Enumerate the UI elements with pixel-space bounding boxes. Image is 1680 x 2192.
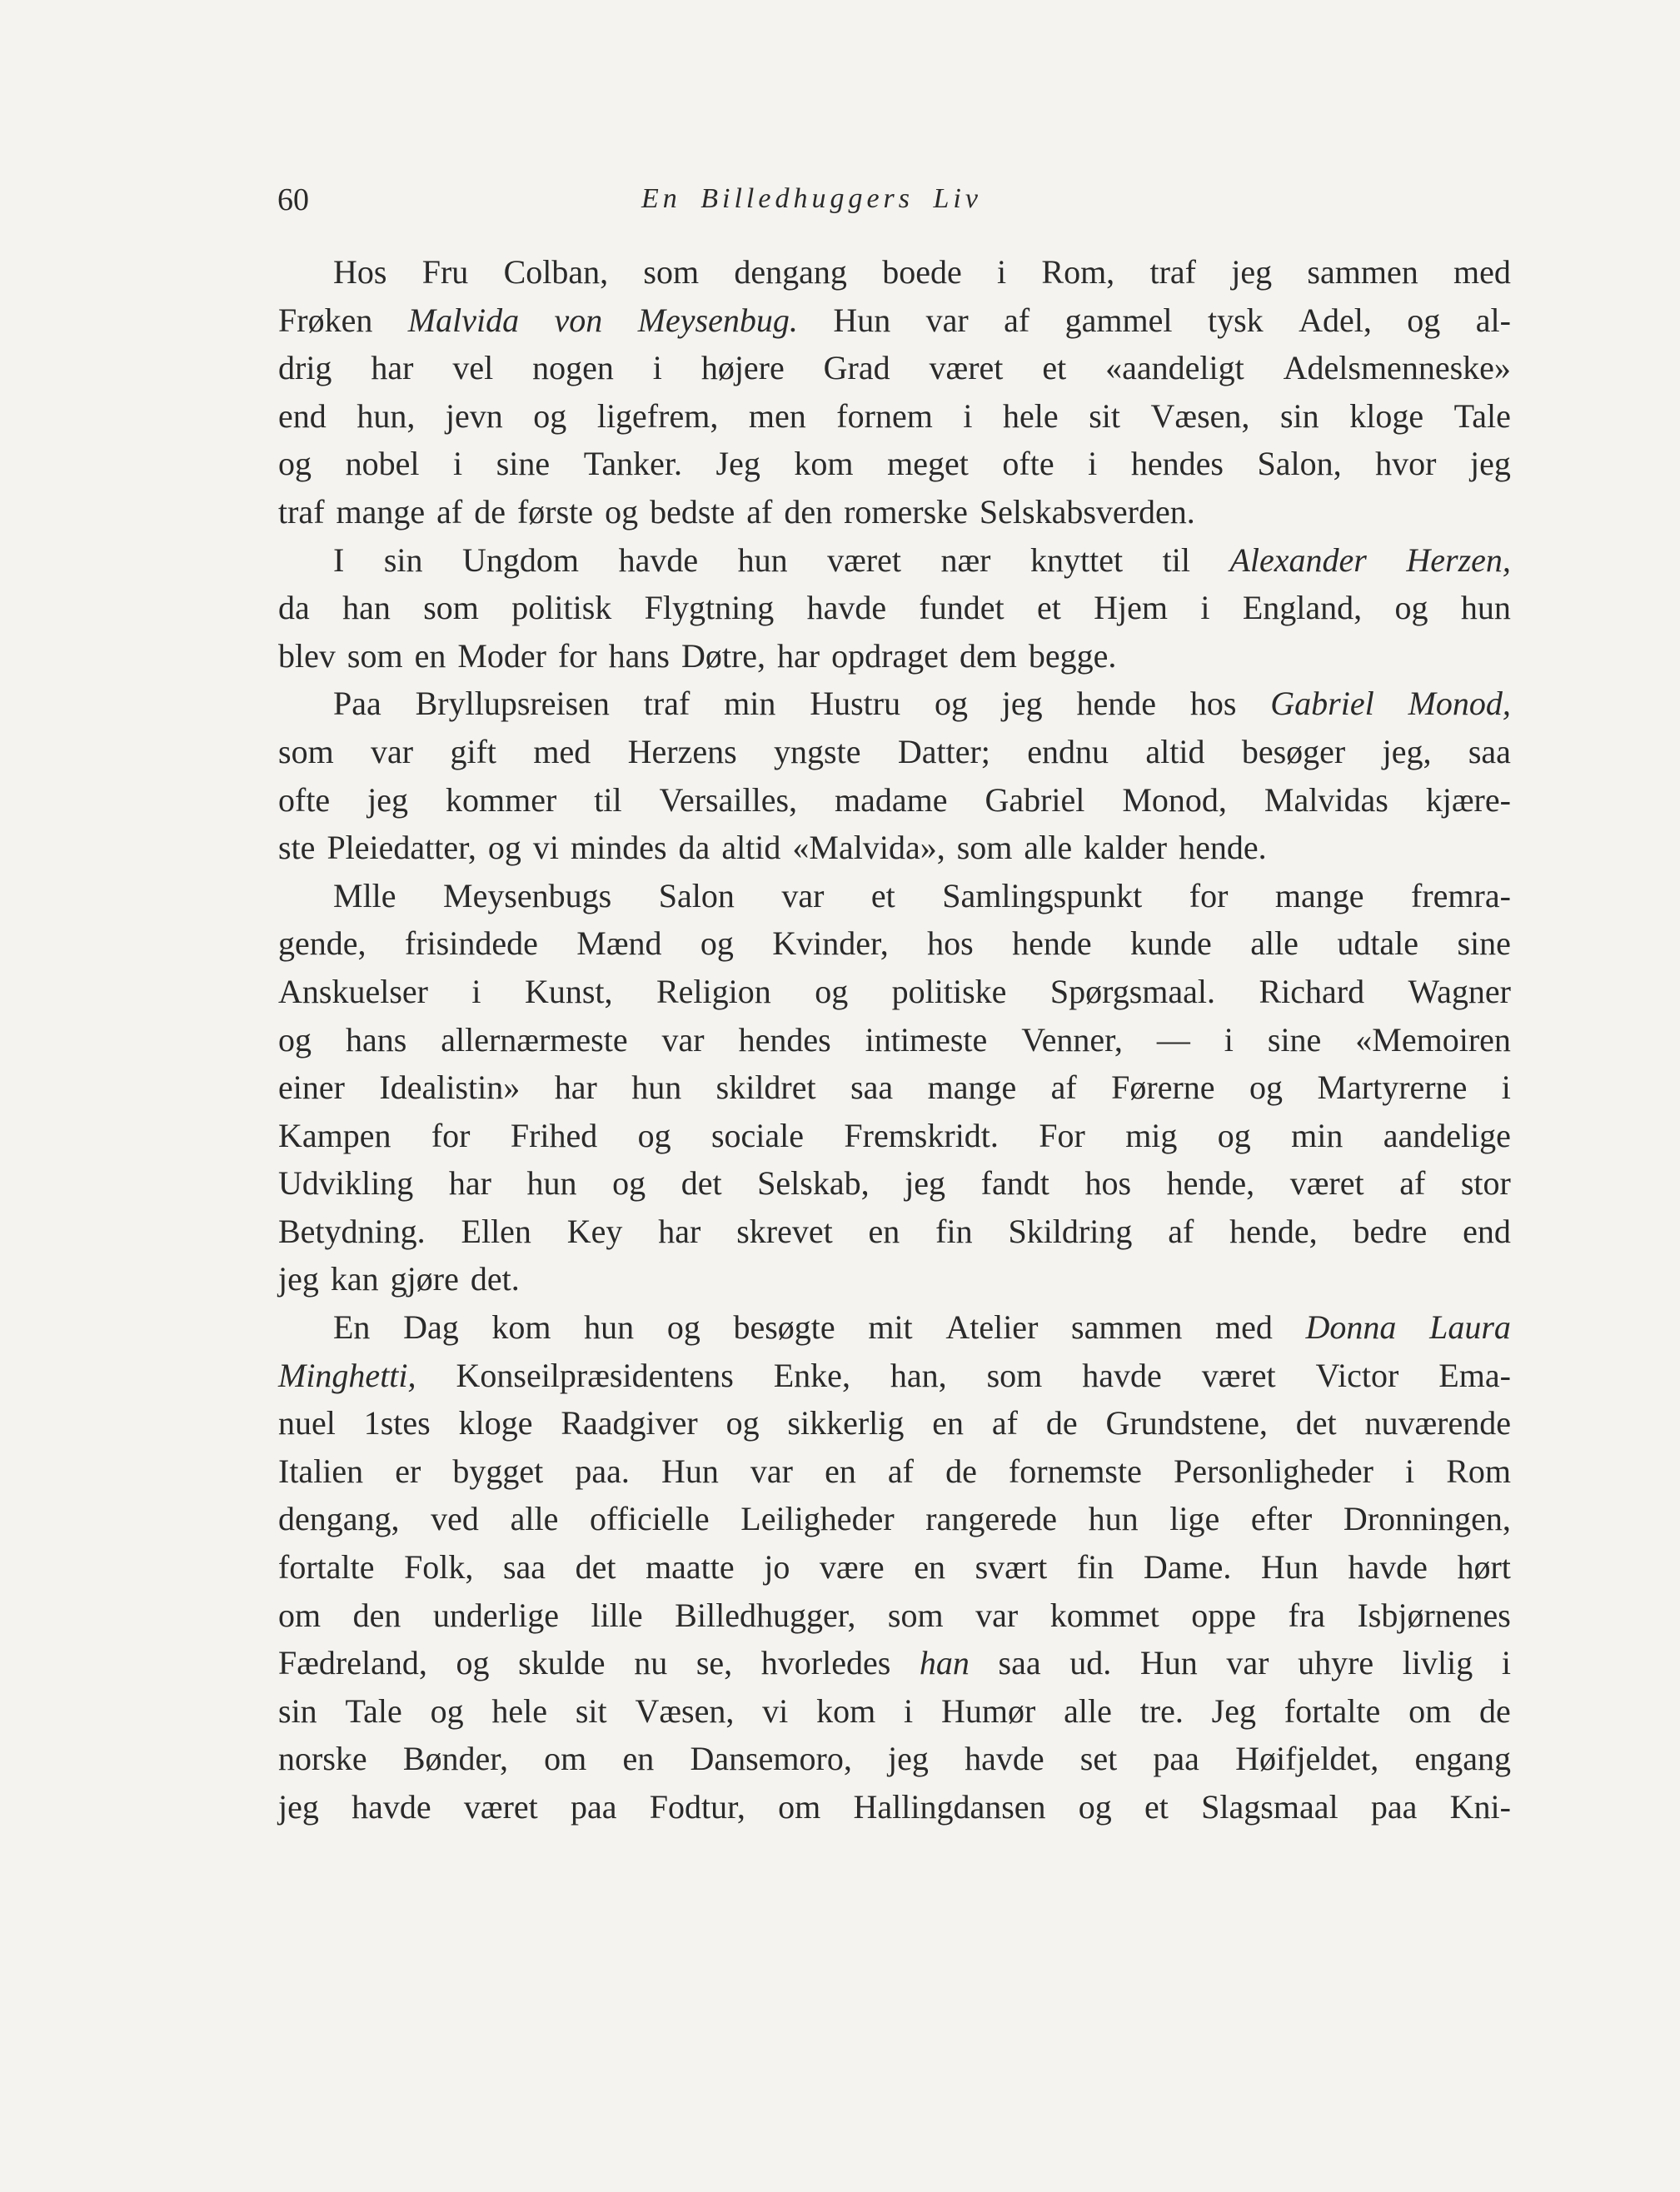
text-line: og nobel i sine Tanker. Jeg kom meget ofte i hendes Salon, hvor jeg (278, 445, 1511, 483)
text-line: end hun, jevn og ligefrem, men fornem i hele sit Væsen, sin kloge Tale (278, 396, 1511, 435)
text-line: norske Bønder, om en Dansemoro, jeg havde set paa Høifjeldet, engang (278, 1740, 1511, 1778)
text-line: Fædreland, og skulde nu se, hvorledes han saa ud. Hun var uhyre livlig i (278, 1644, 1511, 1682)
running-title: En Billedhuggers Liv (641, 183, 982, 214)
text-line: om den underlige lille Billedhugger, som var kommet oppe fra Isbjørnenes (278, 1596, 1511, 1634)
text-line: En Dag kom hun og besøgte mit Atelier sammen med Donna Laura (333, 1308, 1511, 1347)
text-line: Frøken Malvida von Meysenbug. Hun var af gammel tysk Adel, og al- (278, 301, 1511, 339)
text-line: Hos Fru Colban, som dengang boede i Rom, traf jeg sammen med (333, 253, 1511, 291)
text-line: jeg havde været paa Fodtur, om Hallingdansen og et Slagsmaal paa Kni- (278, 1788, 1511, 1826)
text-line: Italien er bygget paa. Hun var en af de fornemste Personligheder i Rom (278, 1452, 1511, 1490)
text-line: Udvikling har hun og det Selskab, jeg fandt hos hende, været af stor (278, 1164, 1511, 1203)
text-line: drig har vel nogen i højere Grad været et «aandeligt Adelsmenneske» (278, 349, 1511, 387)
text-line: da han som politisk Flygtning havde fundet et Hjem i England, og hun (278, 589, 1511, 627)
text-line: fortalte Folk, saa det maatte jo være en svært fin Dame. Hun havde hørt (278, 1548, 1511, 1587)
text-line: nuel 1stes kloge Raadgiver og sikkerlig en af de Grundstene, det nuværende (278, 1404, 1511, 1442)
page-number: 60 (277, 182, 309, 217)
text-line: ofte jeg kommer til Versailles, madame Gabriel Monod, Malvidas kjære- (278, 780, 1511, 819)
text-line: blev som en Moder for hans Døtre, har opdraget dem begge. (278, 636, 1117, 675)
text-line: Betydning. Ellen Key har skrevet en fin Skildring af hende, bedre end (278, 1212, 1511, 1250)
text-line: gende, frisindede Mænd og Kvinder, hos hende kunde alle udtale sine (278, 924, 1511, 963)
text-line: Minghetti, Konseilpræsidentens Enke, han, som havde været Victor Ema- (278, 1356, 1511, 1394)
body-text (278, 248, 1511, 1831)
text-line: jeg kan gjøre det. (278, 1260, 520, 1298)
text-line: einer Idealistin» har hun skildret saa mange af Førerne og Martyrerne i (278, 1069, 1511, 1107)
text-line: I sin Ungdom havde hun været nær knyttet til Alexander Herzen, (333, 541, 1511, 579)
text-line: sin Tale og hele sit Væsen, vi kom i Humør alle tre. Jeg fortalte om de (278, 1691, 1511, 1730)
text-line: og hans allernærmeste var hendes intimeste Venner, — i sine «Memoiren (278, 1020, 1511, 1059)
text-line: Anskuelser i Kunst, Religion og politiske Spørgsmaal. Richard Wagner (278, 972, 1511, 1010)
text-line: Kampen for Frihed og sociale Fremskridt. For mig og min aandelige (278, 1116, 1511, 1154)
text-line: traf mange af de første og bedste af den romerske Selskabsverden. (278, 492, 1195, 531)
text-line: ste Pleiedatter, og vi mindes da altid «Malvida», som alle kalder hende. (278, 829, 1267, 867)
text-line: dengang, ved alle officielle Leiligheder rangerede hun lige efter Dronningen, (278, 1500, 1511, 1538)
text-line: Mlle Meysenbugs Salon var et Samlingspunkt for mange fremra- (333, 876, 1511, 914)
text-line: som var gift med Herzens yngste Datter; endnu altid besøger jeg, saa (278, 732, 1511, 770)
text-line: Paa Bryllupsreisen traf min Hustru og jeg hende hos Gabriel Monod, (333, 685, 1511, 723)
